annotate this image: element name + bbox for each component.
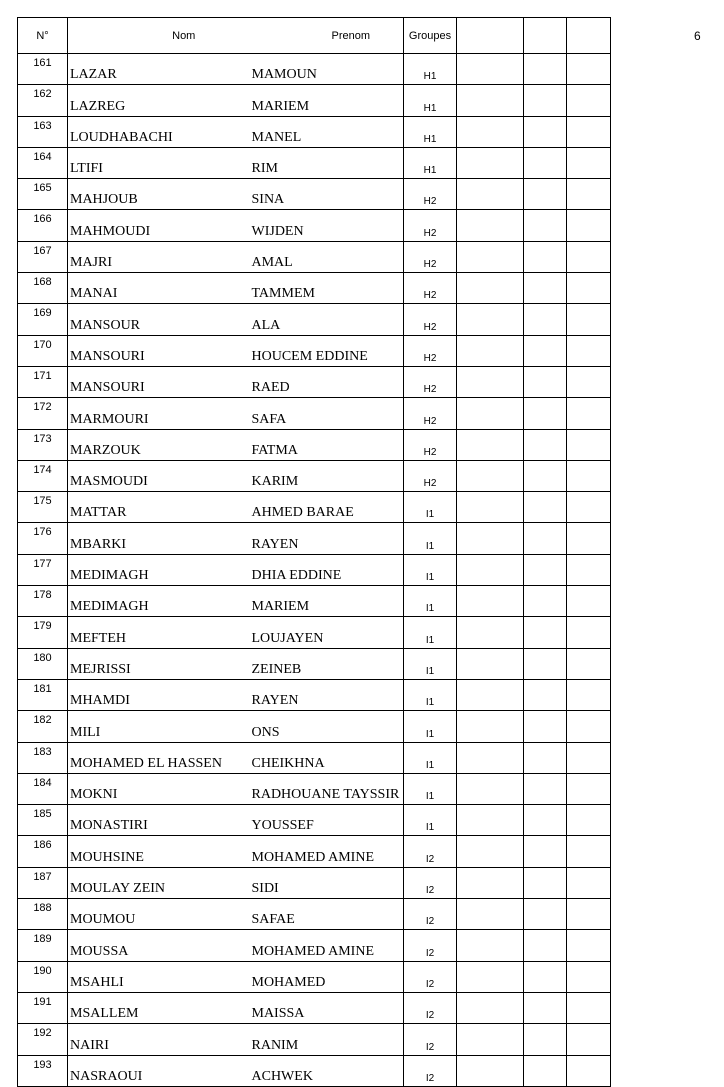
row-number: 191 xyxy=(18,992,68,1023)
row-prenom: MOHAMED AMINE xyxy=(240,930,404,961)
row-blank-cell-1[interactable] xyxy=(457,273,524,304)
row-groupe: H2 xyxy=(404,398,457,429)
row-blank-cell-2[interactable] xyxy=(524,273,567,304)
row-nom: MOHAMED EL HASSEN xyxy=(68,742,240,773)
row-groupe: I2 xyxy=(404,899,457,930)
row-blank-cell-3[interactable] xyxy=(567,805,611,836)
table-row xyxy=(18,429,611,460)
page-number: 6 xyxy=(694,29,701,43)
row-prenom: RAYEN xyxy=(240,679,404,710)
row-nom: MANSOUR xyxy=(68,304,240,335)
row-blank-cell-3[interactable] xyxy=(567,335,611,366)
row-nom: NAIRI xyxy=(68,1024,240,1055)
row-groupe: H2 xyxy=(404,335,457,366)
row-blank-cell-2[interactable] xyxy=(524,586,567,617)
table-row xyxy=(18,304,611,335)
row-blank-cell-1[interactable] xyxy=(457,460,524,491)
row-groupe: I2 xyxy=(404,992,457,1023)
row-blank-cell-1[interactable] xyxy=(457,617,524,648)
header-blank-2 xyxy=(524,18,567,54)
row-blank-cell-3[interactable] xyxy=(567,773,611,804)
row-groupe: I2 xyxy=(404,1055,457,1086)
row-blank-cell-2[interactable] xyxy=(524,116,567,147)
table-row xyxy=(18,460,611,491)
table-row xyxy=(18,586,611,617)
table-row xyxy=(18,85,611,116)
row-blank-cell-1[interactable] xyxy=(457,116,524,147)
row-groupe: H1 xyxy=(404,85,457,116)
row-prenom: AMAL xyxy=(240,241,404,272)
row-blank-cell-3[interactable] xyxy=(567,179,611,210)
row-groupe: I1 xyxy=(404,805,457,836)
row-nom: MEFTEH xyxy=(68,617,240,648)
row-prenom: LOUJAYEN xyxy=(240,617,404,648)
table-row xyxy=(18,679,611,710)
row-blank-cell-1[interactable] xyxy=(457,992,524,1023)
row-groupe: I2 xyxy=(404,1024,457,1055)
row-blank-cell-1[interactable] xyxy=(457,648,524,679)
row-blank-cell-3[interactable] xyxy=(567,679,611,710)
row-blank-cell-2[interactable] xyxy=(524,961,567,992)
table-row xyxy=(18,617,611,648)
row-nom: MEDIMAGH xyxy=(68,586,240,617)
row-nom: MAHJOUB xyxy=(68,179,240,210)
row-groupe: I2 xyxy=(404,867,457,898)
row-prenom: MOHAMED AMINE xyxy=(240,836,404,867)
row-number: 190 xyxy=(18,961,68,992)
row-prenom: ZEINEB xyxy=(240,648,404,679)
row-prenom: FATMA xyxy=(240,429,404,460)
table-row xyxy=(18,899,611,930)
row-blank-cell-2[interactable] xyxy=(524,648,567,679)
row-groupe: I1 xyxy=(404,492,457,523)
row-nom: MILI xyxy=(68,711,240,742)
table-row xyxy=(18,836,611,867)
row-groupe: I2 xyxy=(404,961,457,992)
row-number: 170 xyxy=(18,335,68,366)
table-row xyxy=(18,523,611,554)
row-prenom: MARIEM xyxy=(240,85,404,116)
row-prenom: RAED xyxy=(240,366,404,397)
row-blank-cell-1[interactable] xyxy=(457,210,524,241)
row-blank-cell-2[interactable] xyxy=(524,179,567,210)
row-number: 175 xyxy=(18,492,68,523)
row-number: 176 xyxy=(18,523,68,554)
table-row xyxy=(18,773,611,804)
row-prenom: MOHAMED xyxy=(240,961,404,992)
row-blank-cell-1[interactable] xyxy=(457,304,524,335)
row-number: 174 xyxy=(18,460,68,491)
row-groupe: I1 xyxy=(404,679,457,710)
table-row xyxy=(18,398,611,429)
header-groupes: Groupes xyxy=(404,18,457,54)
row-prenom: MAISSA xyxy=(240,992,404,1023)
row-nom: MEDIMAGH xyxy=(68,554,240,585)
row-blank-cell-1[interactable] xyxy=(457,85,524,116)
header-prenom: Prenom xyxy=(240,18,404,54)
row-blank-cell-3[interactable] xyxy=(567,930,611,961)
row-prenom: HOUCEM EDDINE xyxy=(240,335,404,366)
row-blank-cell-3[interactable] xyxy=(567,210,611,241)
row-blank-cell-3[interactable] xyxy=(567,961,611,992)
header-blank-1 xyxy=(457,18,524,54)
row-number: 172 xyxy=(18,398,68,429)
row-number: 192 xyxy=(18,1024,68,1055)
row-groupe: H2 xyxy=(404,366,457,397)
row-blank-cell-2[interactable] xyxy=(524,679,567,710)
row-blank-cell-1[interactable] xyxy=(457,961,524,992)
row-number: 178 xyxy=(18,586,68,617)
row-nom: MARZOUK xyxy=(68,429,240,460)
row-number: 165 xyxy=(18,179,68,210)
row-number: 161 xyxy=(18,54,68,85)
row-blank-cell-2[interactable] xyxy=(524,398,567,429)
table-row xyxy=(18,1055,611,1086)
row-blank-cell-2[interactable] xyxy=(524,805,567,836)
row-blank-cell-3[interactable] xyxy=(567,523,611,554)
row-blank-cell-3[interactable] xyxy=(567,586,611,617)
student-roster-table xyxy=(17,17,611,1087)
row-nom: LAZREG xyxy=(68,85,240,116)
table-row xyxy=(18,273,611,304)
row-groupe: H2 xyxy=(404,304,457,335)
row-blank-cell-1[interactable] xyxy=(457,241,524,272)
row-prenom: SAFAE xyxy=(240,899,404,930)
table-row xyxy=(18,554,611,585)
row-prenom: RIM xyxy=(240,147,404,178)
row-number: 183 xyxy=(18,742,68,773)
row-nom: MAJRI xyxy=(68,241,240,272)
table-row xyxy=(18,1024,611,1055)
table-row xyxy=(18,147,611,178)
row-blank-cell-1[interactable] xyxy=(457,742,524,773)
row-groupe: I1 xyxy=(404,648,457,679)
row-groupe: H2 xyxy=(404,429,457,460)
row-blank-cell-2[interactable] xyxy=(524,85,567,116)
row-nom: MASMOUDI xyxy=(68,460,240,491)
row-nom: MOUSSA xyxy=(68,930,240,961)
row-nom: MHAMDI xyxy=(68,679,240,710)
row-number: 193 xyxy=(18,1055,68,1086)
row-blank-cell-3[interactable] xyxy=(567,85,611,116)
row-blank-cell-3[interactable] xyxy=(567,1055,611,1086)
row-blank-cell-1[interactable] xyxy=(457,147,524,178)
row-blank-cell-2[interactable] xyxy=(524,711,567,742)
row-blank-cell-1[interactable] xyxy=(457,492,524,523)
row-nom: LAZAR xyxy=(68,54,240,85)
row-nom: MONASTIRI xyxy=(68,805,240,836)
row-prenom: SAFA xyxy=(240,398,404,429)
row-blank-cell-2[interactable] xyxy=(524,241,567,272)
row-blank-cell-2[interactable] xyxy=(524,460,567,491)
row-blank-cell-1[interactable] xyxy=(457,179,524,210)
row-blank-cell-1[interactable] xyxy=(457,398,524,429)
row-number: 187 xyxy=(18,867,68,898)
row-blank-cell-2[interactable] xyxy=(524,366,567,397)
row-prenom: MANEL xyxy=(240,116,404,147)
row-number: 164 xyxy=(18,147,68,178)
row-nom: LTIFI xyxy=(68,147,240,178)
row-nom: MAHMOUDI xyxy=(68,210,240,241)
row-groupe: I1 xyxy=(404,617,457,648)
table-row xyxy=(18,179,611,210)
row-number: 180 xyxy=(18,648,68,679)
row-groupe: I1 xyxy=(404,554,457,585)
row-nom: NASRAOUI xyxy=(68,1055,240,1086)
row-blank-cell-2[interactable] xyxy=(524,492,567,523)
row-prenom: ACHWEK xyxy=(240,1055,404,1086)
table-row xyxy=(18,742,611,773)
table-row xyxy=(18,961,611,992)
header-nom: Nom xyxy=(68,18,240,54)
table-row xyxy=(18,711,611,742)
row-blank-cell-2[interactable] xyxy=(524,930,567,961)
row-prenom: RANIM xyxy=(240,1024,404,1055)
row-blank-cell-2[interactable] xyxy=(524,773,567,804)
row-blank-cell-3[interactable] xyxy=(567,554,611,585)
table-row xyxy=(18,492,611,523)
row-blank-cell-1[interactable] xyxy=(457,899,524,930)
row-blank-cell-3[interactable] xyxy=(567,992,611,1023)
row-blank-cell-3[interactable] xyxy=(567,617,611,648)
table-row xyxy=(18,116,611,147)
row-nom: MARMOURI xyxy=(68,398,240,429)
row-groupe: H2 xyxy=(404,241,457,272)
row-blank-cell-2[interactable] xyxy=(524,1024,567,1055)
row-nom: MANSOURI xyxy=(68,366,240,397)
row-blank-cell-3[interactable] xyxy=(567,116,611,147)
table-row xyxy=(18,992,611,1023)
row-groupe: H1 xyxy=(404,116,457,147)
row-prenom: WIJDEN xyxy=(240,210,404,241)
row-blank-cell-1[interactable] xyxy=(457,366,524,397)
row-blank-cell-1[interactable] xyxy=(457,1024,524,1055)
row-prenom: MARIEM xyxy=(240,586,404,617)
row-number: 188 xyxy=(18,899,68,930)
row-nom: MOKNI xyxy=(68,773,240,804)
row-blank-cell-2[interactable] xyxy=(524,304,567,335)
row-blank-cell-2[interactable] xyxy=(524,617,567,648)
row-groupe: H2 xyxy=(404,210,457,241)
row-blank-cell-2[interactable] xyxy=(524,836,567,867)
row-blank-cell-2[interactable] xyxy=(524,335,567,366)
row-number: 162 xyxy=(18,85,68,116)
table-row xyxy=(18,54,611,85)
row-number: 167 xyxy=(18,241,68,272)
row-blank-cell-3[interactable] xyxy=(567,711,611,742)
row-groupe: I1 xyxy=(404,586,457,617)
row-nom: MOULAY ZEIN xyxy=(68,867,240,898)
row-groupe: H2 xyxy=(404,460,457,491)
roster-body xyxy=(18,54,611,1087)
row-blank-cell-1[interactable] xyxy=(457,773,524,804)
row-prenom: YOUSSEF xyxy=(240,805,404,836)
row-blank-cell-1[interactable] xyxy=(457,930,524,961)
row-groupe: I1 xyxy=(404,711,457,742)
row-groupe: H2 xyxy=(404,273,457,304)
row-blank-cell-1[interactable] xyxy=(457,523,524,554)
row-blank-cell-3[interactable] xyxy=(567,366,611,397)
row-blank-cell-2[interactable] xyxy=(524,1055,567,1086)
row-groupe: H1 xyxy=(404,147,457,178)
header-row xyxy=(18,18,611,54)
row-blank-cell-3[interactable] xyxy=(567,492,611,523)
table-row xyxy=(18,648,611,679)
row-nom: MOUHSINE xyxy=(68,836,240,867)
row-number: 168 xyxy=(18,273,68,304)
row-blank-cell-3[interactable] xyxy=(567,273,611,304)
row-blank-cell-2[interactable] xyxy=(524,523,567,554)
row-blank-cell-1[interactable] xyxy=(457,586,524,617)
table-row xyxy=(18,335,611,366)
row-groupe: H2 xyxy=(404,179,457,210)
row-blank-cell-3[interactable] xyxy=(567,147,611,178)
row-blank-cell-2[interactable] xyxy=(524,899,567,930)
row-blank-cell-3[interactable] xyxy=(567,867,611,898)
row-blank-cell-1[interactable] xyxy=(457,1055,524,1086)
row-blank-cell-2[interactable] xyxy=(524,54,567,85)
row-number: 169 xyxy=(18,304,68,335)
row-blank-cell-3[interactable] xyxy=(567,429,611,460)
row-groupe: I2 xyxy=(404,836,457,867)
row-blank-cell-2[interactable] xyxy=(524,867,567,898)
table-row xyxy=(18,210,611,241)
row-blank-cell-3[interactable] xyxy=(567,1024,611,1055)
row-nom: MBARKI xyxy=(68,523,240,554)
table-row xyxy=(18,930,611,961)
row-blank-cell-1[interactable] xyxy=(457,867,524,898)
row-prenom: KARIM xyxy=(240,460,404,491)
row-prenom: ALA xyxy=(240,304,404,335)
row-blank-cell-2[interactable] xyxy=(524,429,567,460)
row-prenom: AHMED BARAE xyxy=(240,492,404,523)
row-nom: MSALLEM xyxy=(68,992,240,1023)
row-prenom: RAYEN xyxy=(240,523,404,554)
row-prenom: RADHOUANE TAYSSIR xyxy=(240,773,404,804)
row-number: 173 xyxy=(18,429,68,460)
row-groupe: I1 xyxy=(404,773,457,804)
row-blank-cell-2[interactable] xyxy=(524,210,567,241)
row-number: 182 xyxy=(18,711,68,742)
row-nom: LOUDHABACHI xyxy=(68,116,240,147)
row-number: 171 xyxy=(18,366,68,397)
row-nom: MANSOURI xyxy=(68,335,240,366)
row-number: 181 xyxy=(18,679,68,710)
row-number: 184 xyxy=(18,773,68,804)
row-nom: MANAI xyxy=(68,273,240,304)
row-blank-cell-3[interactable] xyxy=(567,398,611,429)
row-blank-cell-1[interactable] xyxy=(457,335,524,366)
row-prenom: TAMMEM xyxy=(240,273,404,304)
row-blank-cell-3[interactable] xyxy=(567,836,611,867)
row-blank-cell-2[interactable] xyxy=(524,147,567,178)
header-blank-3 xyxy=(567,18,611,54)
row-blank-cell-3[interactable] xyxy=(567,460,611,491)
row-prenom: DHIA EDDINE xyxy=(240,554,404,585)
row-number: 185 xyxy=(18,805,68,836)
row-blank-cell-1[interactable] xyxy=(457,679,524,710)
row-groupe: H1 xyxy=(404,54,457,85)
row-groupe: I2 xyxy=(404,930,457,961)
header-num: N° xyxy=(18,18,68,54)
row-number: 177 xyxy=(18,554,68,585)
row-prenom: SIDI xyxy=(240,867,404,898)
table-row xyxy=(18,867,611,898)
row-blank-cell-1[interactable] xyxy=(457,836,524,867)
row-number: 179 xyxy=(18,617,68,648)
row-number: 186 xyxy=(18,836,68,867)
row-nom: MEJRISSI xyxy=(68,648,240,679)
row-blank-cell-1[interactable] xyxy=(457,805,524,836)
row-blank-cell-3[interactable] xyxy=(567,648,611,679)
table-row xyxy=(18,366,611,397)
row-blank-cell-3[interactable] xyxy=(567,742,611,773)
row-blank-cell-3[interactable] xyxy=(567,241,611,272)
row-nom: MSAHLI xyxy=(68,961,240,992)
table-row xyxy=(18,805,611,836)
row-prenom: CHEIKHNA xyxy=(240,742,404,773)
row-blank-cell-3[interactable] xyxy=(567,899,611,930)
row-prenom: ONS xyxy=(240,711,404,742)
row-blank-cell-2[interactable] xyxy=(524,992,567,1023)
row-prenom: MAMOUN xyxy=(240,54,404,85)
row-groupe: I1 xyxy=(404,523,457,554)
row-prenom: SINA xyxy=(240,179,404,210)
row-blank-cell-1[interactable] xyxy=(457,554,524,585)
row-blank-cell-2[interactable] xyxy=(524,554,567,585)
row-blank-cell-2[interactable] xyxy=(524,742,567,773)
row-number: 166 xyxy=(18,210,68,241)
row-number: 189 xyxy=(18,930,68,961)
row-number: 163 xyxy=(18,116,68,147)
row-groupe: I1 xyxy=(404,742,457,773)
table-row xyxy=(18,241,611,272)
row-nom: MOUMOU xyxy=(68,899,240,930)
row-blank-cell-3[interactable] xyxy=(567,54,611,85)
row-blank-cell-1[interactable] xyxy=(457,711,524,742)
row-blank-cell-1[interactable] xyxy=(457,429,524,460)
row-blank-cell-3[interactable] xyxy=(567,304,611,335)
row-nom: MATTAR xyxy=(68,492,240,523)
row-blank-cell-1[interactable] xyxy=(457,54,524,85)
